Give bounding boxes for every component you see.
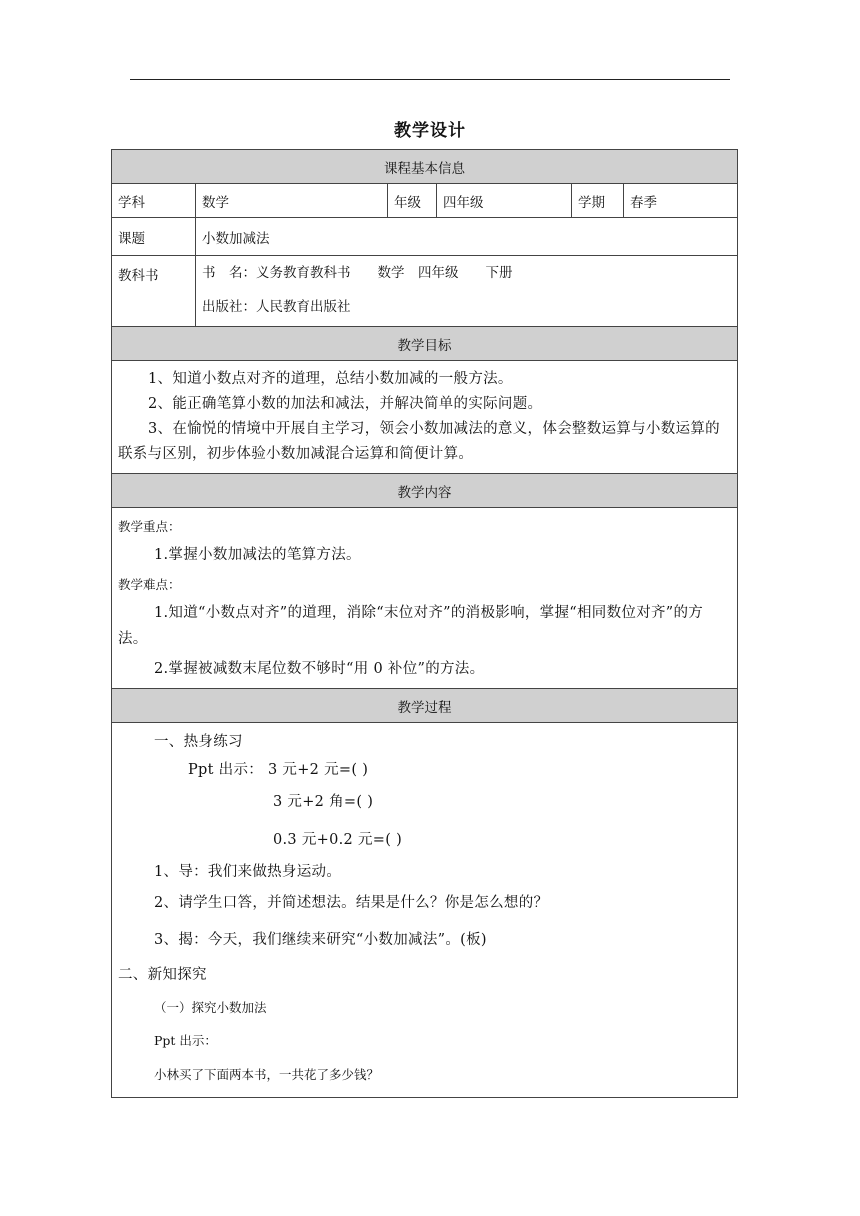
- topic-label: 课题: [112, 218, 196, 256]
- topic-value: 小数加减法: [196, 218, 738, 256]
- warmup-step-1: 1、导：我们来做热身运动。: [154, 864, 342, 880]
- warmup-step-2: 2、请学生口答，并简述想法。结果是什么？你是怎么想的？: [154, 895, 549, 911]
- explore-subsection: （一）探究小数加法: [154, 1000, 267, 1015]
- ppt-line-2: 3 元+2 角=( ): [273, 794, 374, 810]
- subject-row: [112, 184, 738, 218]
- book-question: 小林买了下面两本书，一共花了多少钱？: [154, 1067, 380, 1082]
- content-header-row: [112, 474, 738, 508]
- textbook-label: 教科书: [112, 256, 196, 327]
- process-header: 教学过程: [112, 689, 738, 723]
- basic-info-header-row: [112, 150, 738, 184]
- subject-label: 学科: [112, 184, 196, 218]
- lesson-plan-table: [111, 149, 738, 1098]
- goals-header: 教学目标: [112, 327, 738, 361]
- grade-value: 四年级: [437, 184, 572, 218]
- explore-title: 二、新知探究: [118, 967, 207, 983]
- ppt-line-1: Ppt 出示： 3 元+2 元=( ): [188, 762, 369, 778]
- goals-header-row: [112, 327, 738, 361]
- goal-item: 2、能正确笔算小数的加法和减法，并解决简单的实际问题。: [148, 396, 543, 412]
- process-row: [112, 723, 738, 1098]
- ppt-prompt: Ppt 出示：: [154, 1033, 217, 1048]
- subject-value: 数学: [196, 184, 388, 218]
- textbook-info: [196, 256, 738, 327]
- difficult-point-item: 1.知道“小数点对齐”的道理，消除“末位对齐”的消极影响，掌握“相同数位对齐”的方法。: [118, 605, 704, 647]
- textbook-title-line: 书 名：义务教育教科书 数学 四年级 下册: [202, 265, 513, 281]
- textbook-row: [112, 256, 738, 327]
- goal-item: 1、知道小数点对齐的道理，总结小数加减的一般方法。: [148, 371, 513, 387]
- goals-list: [112, 361, 738, 474]
- grade-label: 年级: [388, 184, 437, 218]
- content-header: 教学内容: [112, 474, 738, 508]
- goal-item: 3、在愉悦的情境中开展自主学习，领会小数加减法的意义，体会整数运算与小数运算的联系与区别，初步体验小数加减混合运算和简便计算。: [118, 421, 720, 462]
- warmup-title: 一、热身练习: [154, 734, 243, 750]
- document-title: 教学设计: [394, 121, 466, 141]
- content-row: [112, 508, 738, 689]
- term-label: 学期: [572, 184, 624, 218]
- difficult-point-item: 2.掌握被减数末尾位数不够时“用 0 补位”的方法。: [154, 661, 485, 677]
- goals-row: [112, 361, 738, 474]
- textbook-publisher-line: 出版社：人民教育出版社: [202, 299, 351, 315]
- key-points-label: 教学重点：: [118, 519, 181, 534]
- term-value: 春季: [624, 184, 738, 218]
- process-body: [112, 723, 738, 1098]
- topic-row: [112, 218, 738, 256]
- content-body: [112, 508, 738, 689]
- ppt-line-3: 0.3 元+0.2 元=( ): [273, 832, 403, 848]
- process-header-row: [112, 689, 738, 723]
- key-point-item: 1.掌握小数加减法的笔算方法。: [154, 547, 361, 563]
- basic-info-header: 课程基本信息: [112, 150, 738, 184]
- warmup-step-3: 3、揭：今天，我们继续来研究“小数加减法”。(板): [154, 932, 487, 948]
- header-rule: [130, 79, 730, 80]
- difficult-points-label: 教学难点：: [118, 577, 181, 592]
